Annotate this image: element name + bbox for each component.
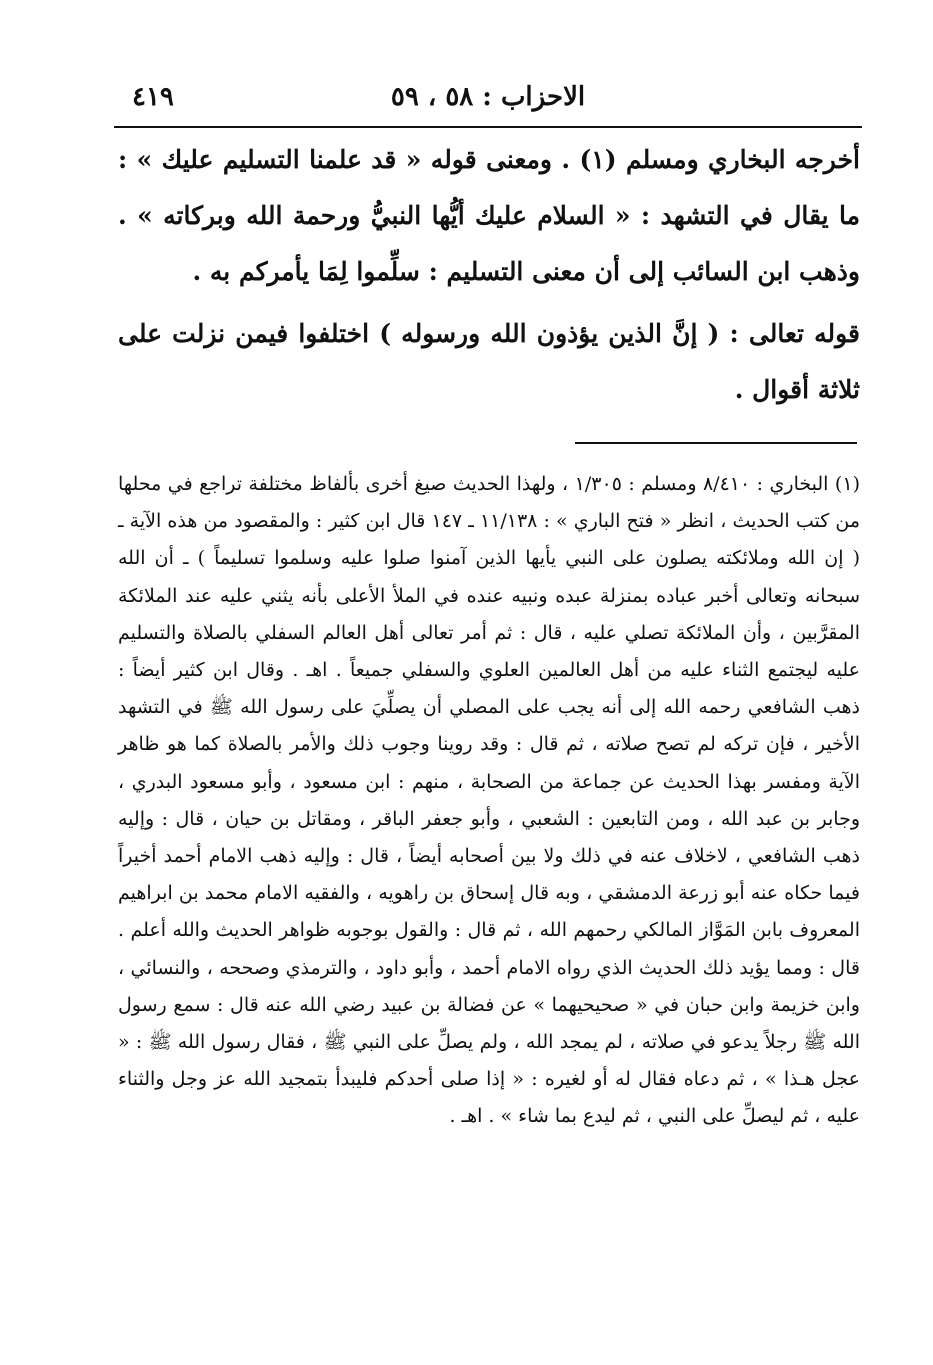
page-header — [118, 78, 858, 120]
footnote-text: (١) البخاري : ٨/٤١٠ ومسلم : ١/٣٠٥ ، ولهذا الحديث صيغ أخرى بألفاظ مختلفة تراجع في محلها من كتب الحديث ، انظر « فتح الباري » : ١١/١٣٨ ـ ١٤٧ قال ابن كثير : والمقصود من هذه الآية ـ ( إن الله وملائكته يصلون على النبي يأيها الذين آمنوا صلوا عليه وسلموا تسليماً ) ـ أن الله سبحانه وتعالى أخبر عباده بمنزلة عبده ونبيه عنده في الملأ الأعلى بأنه يثني عليه عند الملائكة المقرَّبين ، وأن الملائكة تصلي عليه ، قال : ثم أمر تعالى أهل العالم السفلي بالصلاة والتسليم عليه ليجتمع الثناء عليه من أهل العالمين العلوي والسفلي جميعاً . اهـ . وقال ابن كثير أيضاً : ذهب الشافعي رحمه الله إلى أنه يجب على المصلي أن يصلِّيَ على رسول الله ﷺ في التشهد الأخير ، فإن تركه لم تصح صلاته ، ثم قال : وقد روينا وجوب ذلك والأمر بالصلاة كما هو ظاهر الآية ومفسر بهذا الحديث عن جماعة من الصحابة ، منهم : ابن مسعود ، وأبو مسعود البدري ، وجابر بن عبد الله ، ومن التابعين : الشعبي ، وأبو جعفر الباقر ، ومقاتل بن حيان ، قال : وإليه ذهب الشافعي ، لاخلاف عنه في ذلك ولا بين أصحابه أيضاً ، قال : وإليه ذهب الامام أحمد أخيراً فيما حكاه عنه أبو زرعة الدمشقي ، وبه قال إسحاق بن راهويه ، والفقيه الامام محمد بن ابراهيم المعروف بابن المَوَّاز المالكي رحمهم الله ، ثم قال : والقول بوجوبه ظواهر الحديث والله أعلم . قال : ومما يؤيد ذلك الحديث الذي رواه الامام أحمد ، وأبو داود ، والترمذي وصححه ، والنسائي ، وابن خزيمة وابن حبان في « صحيحيهما » عن فضالة بن عبيد رضي الله عنه قال : سمع رسول الله ﷺ رجلاً يدعو في صلاته ، لم يمجد الله ، ولم يصلِّ على النبي ﷺ ، فقال رسول الله ﷺ : « عجل هـذا » ، ثم دعاه فقال له أو لغيره : « إذا صلى أحدكم فليبدأ بتمجيد الله عز وجل والثناء عليه ، ثم ليصلِّ على النبي ، ثم ليدع بما شاء » . اهـ . — [118, 473, 861, 1128]
page-heading: الاحزاب : ٥٨ ، ٥٩ — [390, 82, 586, 112]
footnote — [118, 466, 860, 1136]
page-number: ٤١٩ — [132, 82, 174, 112]
main-text — [118, 132, 860, 418]
header-rule — [114, 126, 862, 128]
main-paragraph: قوله تعالى : ( إنَّ الذين يؤذون الله ورسوله ) اختلفوا فيمن نزلت على ثلاثة أقوال . — [118, 319, 860, 404]
footnote-separator — [575, 442, 857, 444]
main-paragraph: أخرجه البخاري ومسلم (١) . ومعنى قوله « قد علمنا التسليم عليك » : ما يقال في التشهد : « السلام عليك أيُّها النبيُّ ورحمة الله وبركاته » . وذهب ابن السائب إلى أن معنى التسليم : سلِّموا لِمَا يأمركم به . — [118, 145, 860, 286]
